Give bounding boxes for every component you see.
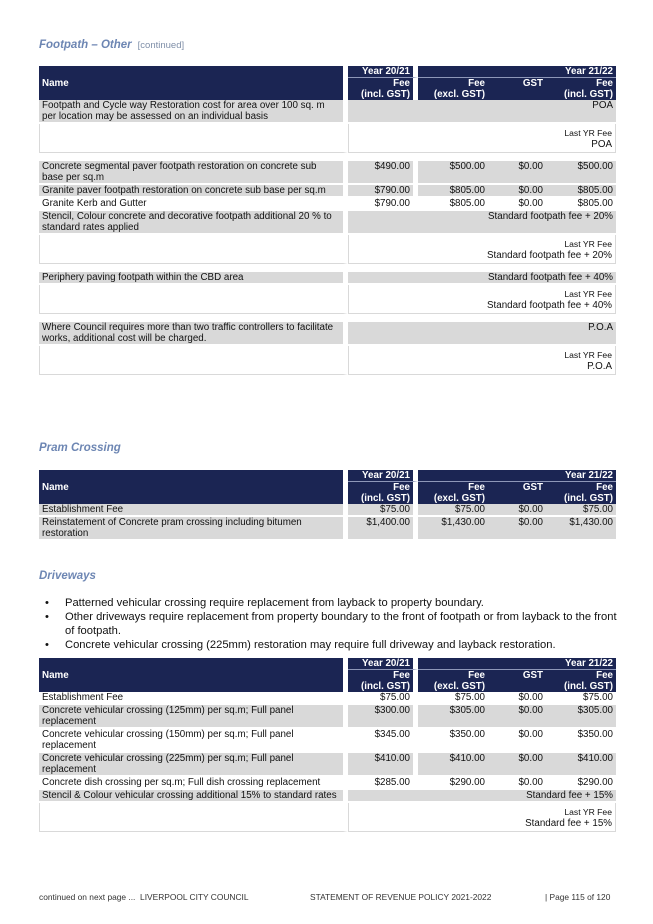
table-row: Concrete vehicular crossing (150mm) per sq.m; Full panel replacement $345.00 $350.00 $0.00 $350.00 bbox=[39, 729, 616, 753]
header-name: Name bbox=[39, 66, 348, 100]
header-fee-excl: Fee (excl. GST) bbox=[418, 78, 488, 100]
header-year-curr: Year 21/22 bbox=[418, 66, 616, 78]
last-year-row: Last YR Fee Standard footpath fee + 40% bbox=[39, 285, 616, 314]
last-year-row: Last YR Fee Standard fee + 15% bbox=[39, 803, 616, 832]
header-fee-incl: Fee (incl. GST) bbox=[348, 78, 418, 100]
table-row: Stencil & Colour vehicular crossing additional 15% to standard rates Standard fee + 15% bbox=[39, 790, 616, 803]
section-title-pram: Pram Crossing bbox=[39, 442, 121, 454]
header-year-prev: Year 20/21 bbox=[348, 66, 418, 78]
fee-table-driveways: Name Year 20/21 Year 21/22 Fee (incl. GST) Fee (excl. GST) GST Fee (incl. GST) Establishment Fee $75.00 $75.00 $0.00 $75.00 Concrete vehicular crossing (125mm) per sq.m; Full panel replacement $300.00 $305.00 $0.00 $305.00 Concrete vehicular crossing (150mm) per sq.m; Full panel replacement $345.00 $350.00 $0.00 $350.00 Concrete vehicular crossing (225mm) per sq.m; Full panel replacement $410.00 $410.00 $0.00 $410.00 Concrete dish crossing per sq.m; Full dish crossing replacement $285.00 $290.00 $0.00 $290.00 Stencil & Colour vehicular crossing additional 15% to standard rates Standard fee + 15% Last YR Fee Standard fee + 15% bbox=[39, 658, 616, 832]
table-row: Footpath and Cycle way Restoration cost for area over 100 sq. m per location may be assessed on an individual basis POA bbox=[39, 100, 616, 124]
table-header-row: Name Year 20/21 Year 21/22 bbox=[39, 470, 616, 482]
table-header-row: Name Year 20/21 Year 21/22 bbox=[39, 658, 616, 670]
section-title-footpath: Footpath – Other [continued] bbox=[39, 39, 185, 51]
bullet-list bbox=[45, 596, 619, 652]
footer-page-number: | Page 115 of 120 bbox=[545, 892, 611, 902]
list-item: • Concrete vehicular crossing (225mm) restoration may require full driveway and layback restoration. bbox=[45, 639, 556, 651]
list-item: • Other driveways require replacement from property boundary to the front of footpath or from layback to the front of footpath. bbox=[45, 611, 617, 637]
last-year-row: Last YR Fee POA bbox=[39, 124, 616, 153]
table-row: Establishment Fee $75.00 $75.00 $0.00 $75.00 bbox=[39, 692, 616, 705]
continued-label: [continued] bbox=[137, 40, 185, 51]
footer-statement: STATEMENT OF REVENUE POLICY 2021-2022 bbox=[310, 892, 492, 902]
header-fee-incl-curr: Fee (incl. GST) bbox=[546, 78, 616, 100]
table-row: Where Council requires more than two traffic controllers to facilitate works, additional cost will be charged. P.O.A bbox=[39, 322, 616, 346]
last-year-row: Last YR Fee P.O.A bbox=[39, 346, 616, 375]
list-item: • Patterned vehicular crossing require replacement from layback to property boundary. bbox=[45, 597, 484, 609]
table-row: Concrete vehicular crossing (125mm) per sq.m; Full panel replacement $300.00 $305.00 $0.00 $305.00 bbox=[39, 705, 616, 729]
footer-left: continued on next page ... LIVERPOOL CITY COUNCIL bbox=[39, 892, 249, 902]
section-title-driveways: Driveways bbox=[39, 570, 96, 582]
table-row: Concrete dish crossing per sq.m; Full dish crossing replacement $285.00 $290.00 $0.00 $290.00 bbox=[39, 777, 616, 790]
table-row: Granite paver footpath restoration on concrete sub base per sq.m $790.00 $805.00 $0.00 $805.00 bbox=[39, 185, 616, 198]
table-row: Granite Kerb and Gutter $790.00 $805.00 $0.00 $805.00 bbox=[39, 198, 616, 211]
table-row: Stencil, Colour concrete and decorative footpath additional 20 % to standard rates applied Standard footpath fee + 20% bbox=[39, 211, 616, 235]
table-row: Concrete segmental paver footpath restoration on concrete sub base per sq.m $490.00 $500.00 $0.00 $500.00 bbox=[39, 161, 616, 185]
last-year-row: Last YR Fee Standard footpath fee + 20% bbox=[39, 235, 616, 264]
table-row: Concrete vehicular crossing (225mm) per sq.m; Full panel replacement $410.00 $410.00 $0.00 $410.00 bbox=[39, 753, 616, 777]
table-row: Establishment Fee $75.00 $75.00 $0.00 $75.00 bbox=[39, 504, 616, 517]
fee-table-footpath bbox=[39, 66, 616, 375]
table-row: Periphery paving footpath within the CBD area Standard footpath fee + 40% bbox=[39, 272, 616, 285]
header-gst: GST bbox=[488, 78, 546, 100]
fee-table-pram: Name Year 20/21 Year 21/22 Fee (incl. GST) Fee (excl. GST) GST Fee (incl. GST) Establishment Fee $75.00 $75.00 $0.00 $75.00 Reinstatement of Concrete pram crossing including bitumen restoration $1,400.00 $1,430.00 $0.00 $1,430.00 bbox=[39, 470, 616, 541]
table-header-row bbox=[39, 66, 616, 78]
table-row: Reinstatement of Concrete pram crossing including bitumen restoration $1,400.00 $1,430.00 $0.00 $1,430.00 bbox=[39, 517, 616, 541]
